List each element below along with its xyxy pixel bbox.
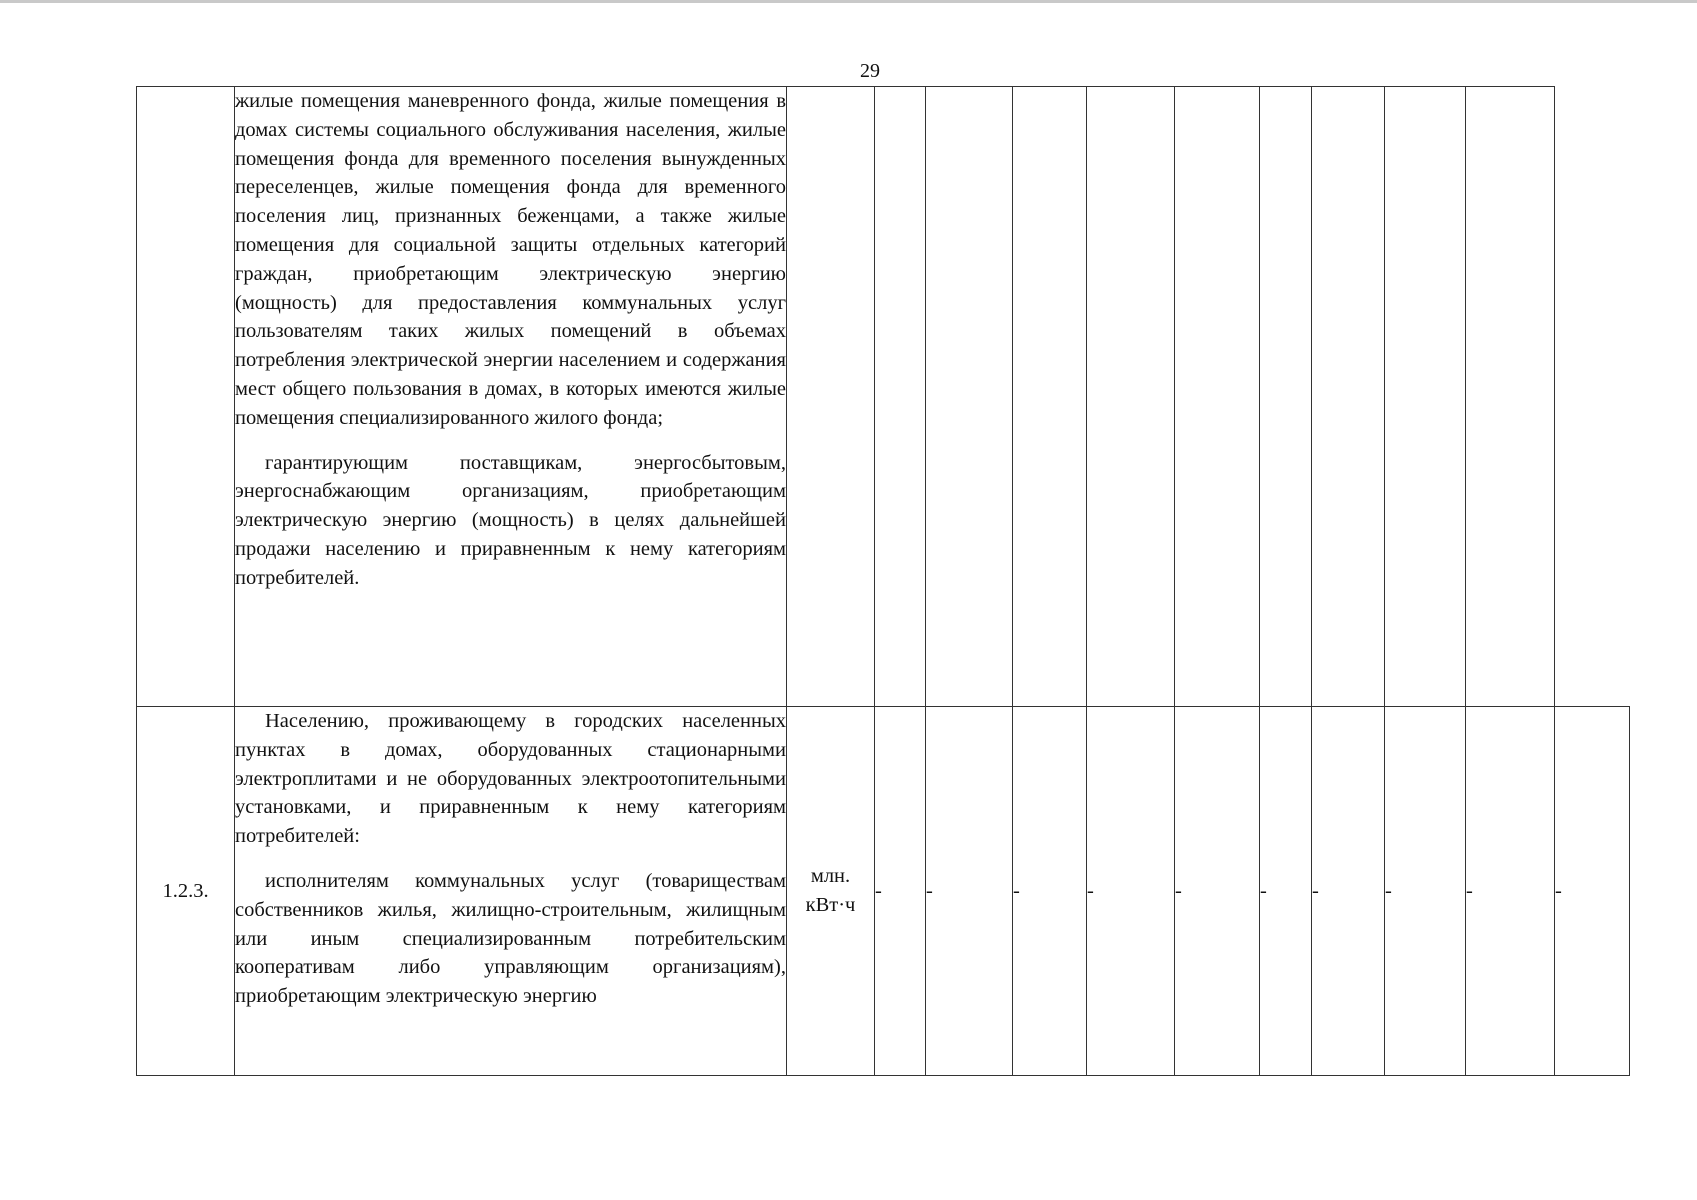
value-cell bbox=[1175, 87, 1260, 707]
value-cell: - bbox=[1555, 707, 1630, 1076]
value-cell: - bbox=[1087, 707, 1175, 1076]
unit-label-line: млн. bbox=[810, 865, 851, 888]
description-paragraph: гарантирующим поставщикам, энергосбытовым, энергоснабжающим организациям, приобретающим электрическую энергию (мощность) в целях дальнейшей продажи населению и приравненным к нему категориям потребителей. bbox=[235, 451, 786, 589]
value-cell bbox=[1466, 87, 1555, 707]
row-number-cell: 1.2.3. bbox=[137, 707, 235, 1076]
description-content bbox=[235, 707, 786, 1064]
value-cell bbox=[926, 87, 1013, 707]
description-cell bbox=[235, 87, 787, 707]
page-number: 29 bbox=[860, 60, 880, 82]
table-row bbox=[137, 87, 1630, 707]
unit-label-line: кВт·ч bbox=[805, 894, 856, 916]
description-paragraph: жилые помещения маневренного фонда, жилые помещения в домах системы социального обслуживания населения, жилые помещения фонда для временного поселения вынужденных переселенцев, жилые помещения фонда для временного поселения лиц, признанных беженцами, а также жилые помещения для социальной защиты отдельных категорий граждан, приобретающим электрическую энергию (мощность) для предоставления коммунальных услуг пользователям таких жилых помещений в объемах потребления электрической энергии населением и содержания мест общего пользования в домах, в которых имеются жилые помещения специализированного жилого фонда; bbox=[235, 90, 786, 429]
row-number-cell bbox=[137, 87, 235, 707]
description-paragraph: исполнителям коммунальных услуг (товариществам собственников жилья, жилищно-строительным, жилищным или иным специализированным потребительским кооперативам либо управляющим организациям), приобретающим электрическую энергию bbox=[235, 869, 786, 1008]
value-cell: - bbox=[1312, 707, 1385, 1076]
description-paragraph: Населению, проживающему в городских населенных пунктах в домах, оборудованных стационарными электроплитами и не оборудованных электроотопительными установками, и приравненным к нему категориям потребителей: bbox=[235, 710, 786, 848]
value-cell bbox=[1013, 87, 1087, 707]
unit-cell bbox=[787, 707, 875, 1076]
value-cell bbox=[1312, 87, 1385, 707]
value-cell: - bbox=[1175, 707, 1260, 1076]
value-cell: - bbox=[1385, 707, 1466, 1076]
value-cell: - bbox=[875, 707, 926, 1076]
value-cell: - bbox=[1013, 707, 1087, 1076]
value-cell bbox=[1385, 87, 1466, 707]
value-cell: - bbox=[926, 707, 1013, 1076]
value-cell bbox=[1087, 87, 1175, 707]
value-cell: - bbox=[1466, 707, 1555, 1076]
value-cell: - bbox=[1260, 707, 1312, 1076]
value-cell bbox=[875, 87, 926, 707]
unit-cell bbox=[787, 87, 875, 707]
description-cell bbox=[235, 707, 787, 1076]
value-cell bbox=[1260, 87, 1312, 707]
tariff-table bbox=[136, 86, 1630, 1076]
table-row bbox=[137, 707, 1630, 1076]
scan-top-edge bbox=[0, 0, 1697, 3]
